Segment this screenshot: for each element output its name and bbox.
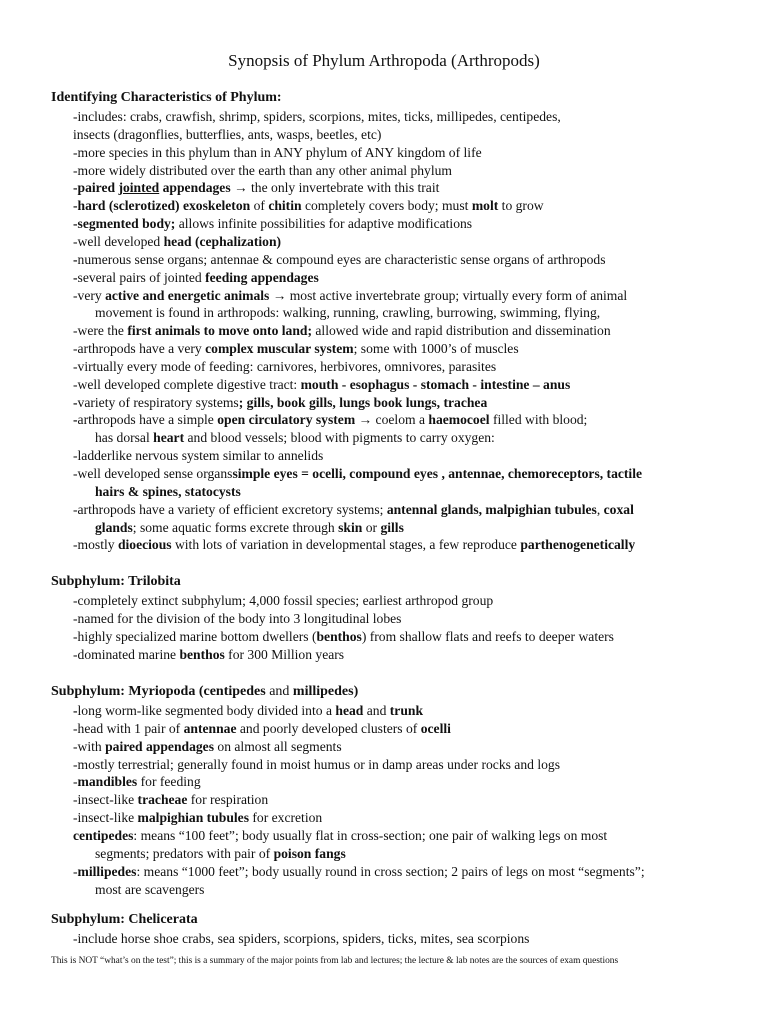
text-line (73, 501, 634, 519)
text-segment: -well developed complete digestive tract: (73, 376, 301, 392)
text-segment: active and energetic animals (105, 287, 270, 303)
text-line (73, 646, 344, 664)
text-segment: of (250, 198, 269, 214)
text-segment: several pairs of jointed (77, 269, 206, 285)
text-segment: - (73, 863, 78, 879)
text-line (73, 215, 472, 233)
text-segment: millipedes (77, 863, 137, 879)
text-segment: head (cephalization) (163, 233, 282, 249)
text-segment: - (73, 251, 78, 267)
text-segment: -segmented body; (73, 216, 176, 232)
text-line (73, 447, 323, 465)
text-segment: -hard (sclerotized) exoskeleton (73, 198, 251, 214)
text-line (73, 773, 201, 791)
text-segment: haemocoel (428, 412, 490, 428)
text-line (73, 791, 268, 809)
footer-note: This is NOT “what’s on the test”; this is a summary of the major points from lab and lectures; the lecture & lab notes are the sources of exam questions (51, 956, 619, 966)
text-segment: antennae (183, 720, 237, 736)
text-segment: glands (95, 519, 133, 535)
text-line (73, 628, 614, 646)
text-line (73, 322, 611, 340)
text-line (73, 126, 381, 144)
text-segment: segments; predators with pair of (95, 845, 274, 861)
text-segment: -were the (73, 323, 128, 339)
text-segment: most are scavengers (95, 881, 205, 897)
text-line (73, 465, 642, 483)
text-segment: compound eyes , antennae, chemoreceptors, tactile (349, 466, 643, 481)
text-segment: malpighian tubules (137, 810, 249, 826)
section-heading: Subphylum: Trilobita (51, 574, 181, 589)
text-segment: completely covers body; must (301, 198, 472, 214)
text-segment: -with (73, 738, 106, 754)
text-segment: on almost all segments (214, 738, 342, 754)
text-segment: -more species in this phylum than in ANY phylum of ANY kingdom of life (73, 144, 482, 160)
text-segment: poison fangs (273, 845, 346, 861)
text-segment: -very (73, 287, 106, 303)
text-segment: ) from shallow flats and reefs to deeper waters (361, 628, 614, 644)
text-segment: -named for the division of the body into 3 longitudinal lobes (73, 610, 402, 626)
text-segment: for feeding (137, 774, 201, 790)
text-segment: -mostly terrestrial; generally found in moist humus or in damp areas under rocks and logs (73, 756, 560, 772)
text-segment: simple eyes = ocelli (232, 466, 343, 481)
text-line (95, 881, 204, 899)
text-line (73, 197, 544, 215)
text-segment: for respiration (187, 792, 269, 808)
text-segment: hairs & spines, statocysts (95, 483, 241, 499)
text-segment: gills (380, 519, 404, 535)
text-segment: skin (338, 519, 363, 535)
text-line (73, 809, 322, 827)
text-segment: , (342, 466, 350, 481)
text-line (73, 411, 587, 429)
text-segment: -arthropods have a very (73, 341, 206, 357)
text-line (73, 233, 281, 251)
text-line (73, 179, 439, 197)
text-line (95, 845, 346, 863)
text-line (73, 738, 342, 756)
text-segment: -dominated marine (73, 646, 180, 662)
text-line (73, 536, 635, 554)
text-segment: ; gills, book gills, lungs book lungs, trachea (238, 394, 488, 410)
section-heading: Subphylum: Chelicerata (51, 912, 198, 927)
text-segment: antennal glands, malpighian tubules (386, 501, 597, 517)
text-line (95, 304, 600, 322)
text-line (73, 340, 519, 358)
text-line (73, 756, 560, 774)
text-segment: appendages (159, 180, 235, 196)
text-segment: to grow (498, 198, 544, 214)
text-segment: numerous sense organs; antennae & compound eyes are characteristic sense organs of arthropods (77, 251, 606, 267)
text-segment: open circulatory system (217, 412, 356, 428)
text-line (73, 930, 529, 948)
text-segment: tracheae (137, 792, 188, 808)
text-segment: allows infinite possibilities for adaptive modifications (175, 216, 473, 232)
section-heading: Identifying Characteristics of Phylum: (51, 90, 282, 105)
text-line (73, 394, 487, 412)
text-segment: coxal (603, 501, 634, 517)
text-segment: the only invertebrate with this trait (247, 180, 440, 196)
text-segment: ocelli (420, 720, 451, 736)
text-segment: -arthropods have a variety of efficient excretory systems; (73, 501, 387, 517)
text-segment: -head with 1 pair of (73, 720, 184, 736)
text-segment: -insect-like (73, 792, 138, 808)
text-segment: -highly specialized marine bottom dwellers ( (73, 628, 317, 644)
text-segment: and poorly developed clusters of (236, 720, 421, 736)
text-segment: chitin (268, 198, 302, 214)
text-line (95, 519, 404, 537)
text-line (95, 429, 495, 447)
text-segment: for excretion (248, 810, 323, 826)
text-line (73, 720, 451, 738)
text-segment: filled with blood; (489, 412, 588, 428)
text-segment: -completely extinct subphylum; 4,000 fossil species; earliest arthropod group (73, 593, 494, 608)
text-segment: -well developed sense organs (73, 466, 233, 481)
text-segment: heart (153, 430, 185, 446)
text-segment: -insect-like (73, 810, 138, 826)
text-segment: feeding appendages (205, 269, 319, 285)
text-line (73, 376, 570, 394)
text-segment: ; some aquatic forms excrete through (132, 519, 339, 535)
text-segment: - (73, 394, 78, 410)
text-segment: benthos (316, 628, 362, 644)
text-line (73, 251, 606, 269)
text-line (73, 863, 645, 881)
text-segment: mouth - esophagus - stomach - intestine – anus (300, 376, 571, 392)
text-segment: for 300 Million years (224, 646, 345, 662)
text-line (73, 108, 561, 126)
text-segment: -includes: crabs, crawfish, shrimp, spiders, scorpions, mites, ticks, millipedes, centipedes, (73, 109, 561, 124)
text-segment: paired appendages (105, 738, 214, 754)
section-heading: Subphylum: Myriopoda (centipedes and millipedes) (51, 684, 359, 699)
text-segment: -include horse shoe crabs, sea spiders, scorpions, spiders, ticks, mites, sea scorpions (73, 931, 530, 946)
text-segment: centipedes (73, 827, 134, 843)
text-segment: , (596, 501, 604, 517)
text-segment: first animals to move onto land; (127, 323, 312, 339)
text-segment: and (363, 703, 390, 718)
text-segment: : means “100 feet”; body usually flat in cross-section; one pair of walking legs on most (133, 827, 608, 843)
text-segment: insects (dragonflies, butterflies, ants, wasps, beetles, etc) (73, 126, 382, 142)
text-segment: -ladderlike nervous system similar to annelids (73, 448, 324, 464)
text-segment: arthropods have a simple (77, 412, 218, 428)
text-segment: -mostly (73, 537, 118, 553)
text-segment: -virtually every mode of feeding: carnivores, herbivores, omnivores, parasites (73, 358, 497, 374)
text-line (73, 358, 496, 376)
text-segment: - (73, 703, 78, 718)
text-segment: -well developed (73, 233, 164, 249)
text-segment: jointed (118, 180, 160, 196)
text-segment: head (335, 703, 364, 718)
text-line (73, 269, 319, 287)
text-segment: mandibles (77, 774, 138, 790)
text-segment: variety of respiratory systems (77, 394, 239, 410)
text-segment: or (362, 519, 381, 535)
text-segment: → most active invertebrate group; virtually every form of animal (269, 287, 628, 303)
text-segment: parthenogenetically (520, 537, 636, 553)
page-title: Synopsis of Phylum Arthropoda (Arthropods) (228, 51, 540, 70)
text-segment: benthos (179, 646, 225, 662)
text-segment: - (73, 269, 78, 285)
text-segment: dioecious (117, 537, 172, 553)
text-segment: : means “1000 feet”; body usually round in cross section; 2 pairs of legs on most “segments”; (136, 863, 645, 879)
text-line (73, 827, 607, 845)
text-line (73, 144, 482, 162)
text-segment: -paired (73, 180, 119, 196)
text-line (73, 610, 401, 628)
text-line (73, 287, 627, 305)
text-segment: ; some with 1000’s of muscles (353, 341, 519, 357)
text-segment: and blood vessels; blood with pigments to carry oxygen: (184, 430, 495, 446)
text-segment: -more widely distributed over the earth than any other animal phylum (73, 162, 453, 178)
text-segment: allowed wide and rapid distribution and dissemination (312, 323, 611, 339)
text-line (73, 162, 452, 180)
text-segment: → coelom a (355, 412, 429, 428)
text-segment: - (73, 774, 78, 790)
text-line (95, 483, 241, 501)
text-line (73, 592, 493, 610)
text-segment: trunk (389, 703, 424, 718)
text-segment: long worm-like segmented body divided into a (77, 703, 336, 718)
text-segment: has dorsal (95, 430, 154, 446)
text-segment: movement is found in arthropods: walking, running, crawling, burrowing, swimming, flying, (95, 305, 601, 321)
text-segment: molt (471, 198, 499, 214)
text-segment: with lots of variation in developmental stages, a few reproduce (171, 537, 521, 553)
text-segment: complex muscular system (205, 341, 354, 357)
text-segment: → (234, 180, 248, 196)
text-segment: - (73, 412, 78, 428)
text-line (73, 702, 423, 720)
